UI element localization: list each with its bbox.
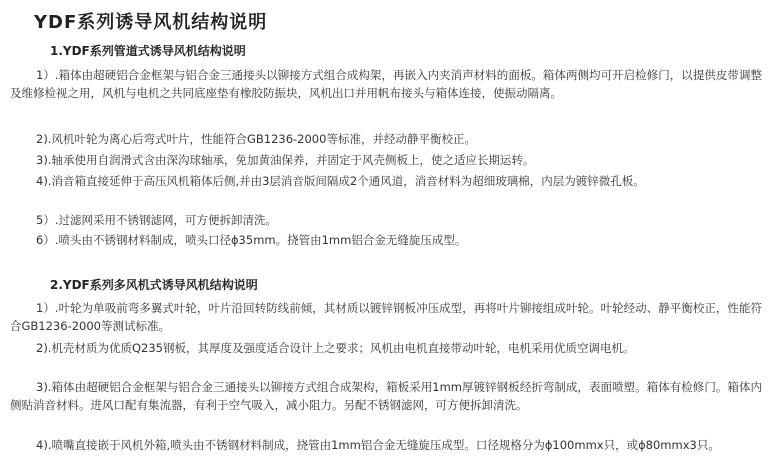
section-1-paragraph-6: 6）.喷头由不锈钢材料制成，喷头口径ϕ35mm。挠管由1mm铝合金无缝旋压成型。 bbox=[36, 233, 467, 247]
section-2-paragraph-1: 1）.叶轮为单吸前弯多翼式叶轮，叶片沿回转防线前倾，其材质以镀锌钢板冲压成型，再将叶片铆接组成叶轮。叶轮经动、静平衡校正，性能符合GB1236-2000等测试标准。 bbox=[10, 301, 762, 333]
section-heading-1: 1.YDF系列管道式诱导风机结构说明 bbox=[50, 44, 246, 58]
document-title: YDF系列诱导风机结构说明 bbox=[34, 12, 268, 33]
section-1-paragraph-2: 2).风机叶轮为离心后弯式叶片，性能符合GB1236-2000等标准，并经动静平衡校正。 bbox=[36, 132, 476, 146]
section-2-paragraph-3: 3).箱体由超硬铝合金框架与铝合金三通接头以铆接方式组合成架构，箱板采用1mm厚镀锌钢板经折弯制成，表面喷塑。箱体有检修门。箱体内侧贴消音材料。进风口配有集流器，有利于空气吸入，减小阻力。另配不锈钢滤网，可方便拆卸清洗。 bbox=[10, 380, 762, 412]
section-2-paragraph-4: 4).喷嘴直接嵌于风机外箱,喷头由不锈钢材料制成，挠管由1mm铝合金无缝旋压成型。口径规格分为ϕ100mmx只，或ϕ80mmx3只。 bbox=[36, 438, 720, 452]
section-2-paragraph-2: 2).机壳材质为优质Q235钢板，其厚度及强度适合设计上之要求；风机由电机直接带动叶轮，电机采用优质空调电机。 bbox=[36, 341, 635, 355]
section-1-paragraph-1: 1）.箱体由超硬铝合金框架与铝合金三通接头以铆接方式组合成构架，再嵌入内夹消声材料的面板。箱体两侧均可开启检修门，以提供皮带调整及维修检视之用，风机与电机之共同底座垫有橡胶防振块，风机出口并用帆布接头与箱体连接，使振动隔离。 bbox=[10, 68, 762, 100]
section-1-paragraph-5: 5）.过滤网采用不锈钢滤网，可方便拆卸清洗。 bbox=[36, 213, 277, 227]
section-heading-2: 2.YDF系列多风机式诱导风机结构说明 bbox=[50, 278, 258, 292]
section-1-paragraph-3: 3).轴承使用自润滑式含由深沟球轴承，免加黄油保养，并固定于风壳侧板上，使之适应长期运转。 bbox=[36, 153, 535, 167]
section-1-paragraph-4: 4).消音箱直接延伸于高压风机箱体后侧,并由3层消音版间隔成2个通风道，消音材料为超细玻璃棉，内层为镀锌微孔板。 bbox=[36, 174, 645, 188]
